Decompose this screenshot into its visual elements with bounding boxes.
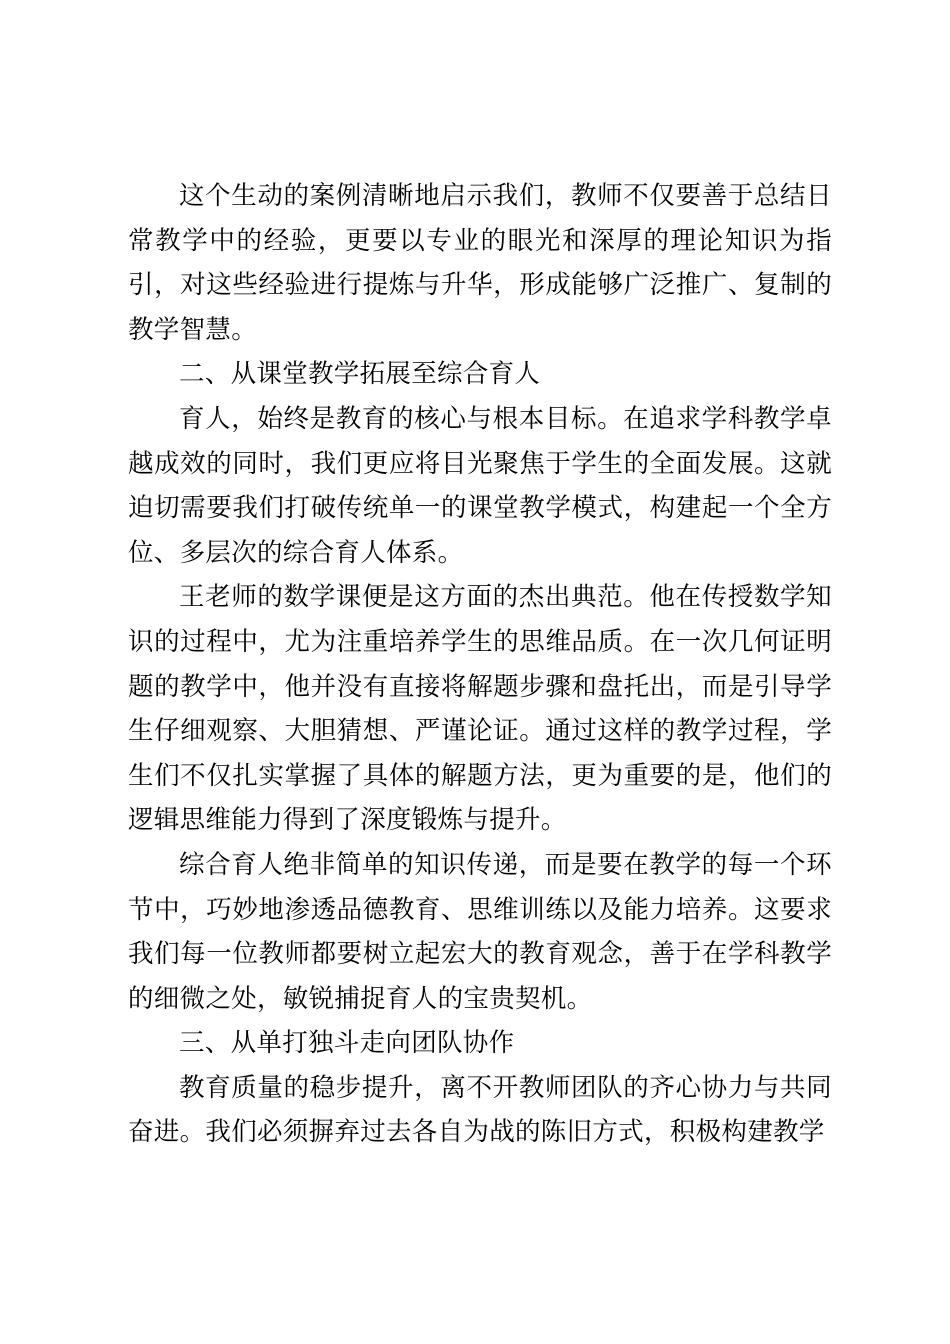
paragraph-comprehensive-education: 综合育人绝非简单的知识传递，而是要在教学的每一个环节中，巧妙地渗透品德教育、思维训练以及能力培养。这要求我们每一位教师都要树立起宏大的教育观念，善于在学科教学的细微之处，敏锐捕捉育人的宝贵契机。	[128, 849, 832, 1014]
section-heading-2: 二、从课堂教学拓展至综合育人	[179, 359, 541, 390]
paragraph-education-goal: 育人，始终是教育的核心与根本目标。在追求学科教学卓越成效的同时，我们更应将目光聚焦于学生的全面发展。这就迫切需要我们打破传统单一的课堂教学模式，构建起一个全方位、多层次的综合育人体系。	[128, 403, 832, 568]
paragraph-teacher-example: 王老师的数学课便是这方面的杰出典范。他在传授数学知识的过程中，尤为注重培养学生的思维品质。在一次几何证明题的教学中，他并没有直接将解题步骤和盘托出，而是引导学生仔细观察、大胆猜想、严谨论证。通过这样的教学过程，学生们不仅扎实掌握了具体的解题方法，更为重要的是，他们的逻辑思维能力得到了深度锻炼与提升。	[128, 582, 832, 836]
section-heading-3: 三、从单打独斗走向团队协作	[179, 1028, 515, 1059]
paragraph-team-collaboration: 教育质量的稳步提升，离不开教师团队的齐心协力与共同奋进。我们必须摒弃过去各自为战的陈旧方式，积极构建教学	[128, 1072, 832, 1148]
paragraph-case-insight: 这个生动的案例清晰地启示我们，教师不仅要善于总结日常教学中的经验，更要以专业的眼光和深厚的理论知识为指引，对这些经验进行提炼与升华，形成能够广泛推广、复制的教学智慧。	[128, 181, 832, 345]
document-body	[128, 174, 832, 1155]
